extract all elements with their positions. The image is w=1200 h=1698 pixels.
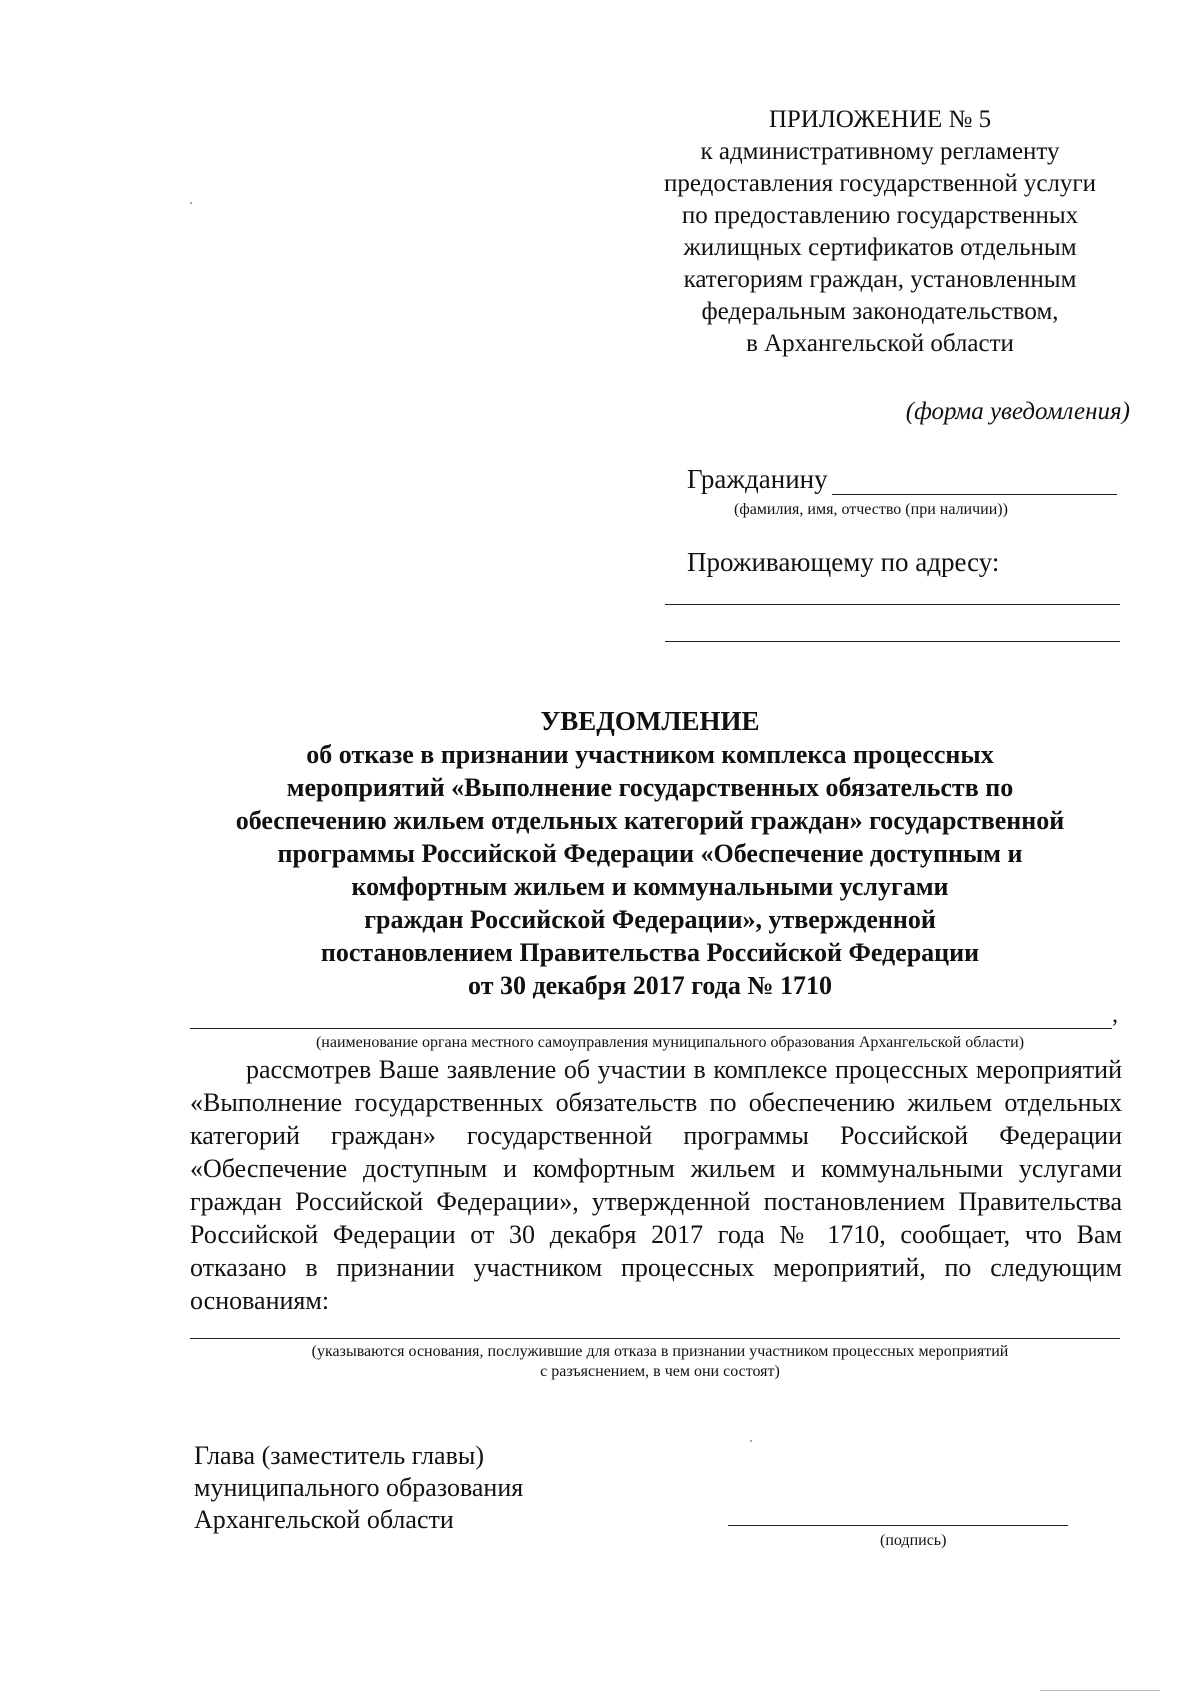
notice-line: программы Российской Федерации «Обеспечение доступным и	[277, 839, 1023, 868]
reasons-caption	[200, 1342, 1120, 1382]
citizen-name-line[interactable]	[832, 494, 1117, 495]
appendix-line: к административному регламенту	[700, 138, 1060, 165]
org-caption: (наименование органа местного самоуправления муниципального образования Архангельской области)	[315, 1034, 1025, 1051]
signatory-line: муниципального образования	[194, 1473, 524, 1502]
notice-line: об отказе в признании участником комплекса процессных	[306, 740, 994, 769]
signature-caption: (подпись)	[880, 1532, 947, 1549]
citizen-caption: (фамилия, имя, отчество (при наличии))	[734, 501, 1008, 518]
citizen-label: Гражданину	[687, 464, 828, 494]
form-note: (форма уведомления)	[905, 398, 1130, 425]
appendix-line: предоставления государственной услуги	[663, 170, 1097, 197]
signature-line[interactable]	[728, 1525, 1068, 1526]
body-paragraph: рассмотрев Ваше заявление об участии в комплексе процессных мероприятий «Выполнение государственных обязательств по обеспечению жильем отдельных категорий граждан» государственной программы Российской Федерации «Обеспечение доступным и комфортным жильем и коммунальными услугами граждан Российской Федерации», утвержденной постановлением Правительства Российской Федерации от 30 декабря 2017 года № 1710, сообщает, что Вам отказано в признании участником процессных мероприятий, по следующим основаниям:	[190, 1055, 1122, 1315]
appendix-line: категориям граждан, установленным	[683, 266, 1077, 293]
reasons-caption-line: с разъяснением, в чем они состоят)	[540, 1363, 780, 1380]
appendix-title: ПРИЛОЖЕНИЕ № 5	[768, 106, 992, 133]
org-line-comma: ,	[1112, 1002, 1118, 1028]
signatory-line: Архангельской области	[194, 1505, 454, 1534]
reasons-caption-line: (указываются основания, послужившие для отказа в признании участником процессных мероприятий	[311, 1343, 1009, 1360]
address-line-2[interactable]	[665, 641, 1120, 642]
org-name-line[interactable]	[190, 1028, 1112, 1029]
scan-edge-mark	[1040, 1690, 1160, 1691]
notice-line: постановлением Правительства Российской Федерации	[320, 938, 980, 967]
scan-speck	[750, 1440, 752, 1442]
appendix-line: федеральным законодательством,	[701, 298, 1059, 325]
notice-heading: УВЕДОМЛЕНИЕ	[540, 706, 760, 736]
appendix-line: по предоставлению государственных	[681, 202, 1079, 229]
address-label: Проживающему по адресу:	[687, 547, 1000, 577]
reasons-line[interactable]	[190, 1338, 1120, 1339]
scan-speck	[190, 202, 192, 204]
signatory-line: Глава (заместитель главы)	[194, 1441, 484, 1470]
appendix-line: в Архангельской области	[746, 330, 1014, 357]
notice-line: обеспечению жильем отдельных категорий граждан» государственной	[235, 806, 1065, 835]
notice-line: от 30 декабря 2017 года № 1710	[468, 971, 832, 1000]
notice-line: граждан Российской Федерации», утвержденной	[364, 905, 936, 934]
appendix-line: жилищных сертификатов отдельным	[683, 234, 1077, 261]
notice-title	[160, 705, 1140, 1002]
address-line-1[interactable]	[665, 604, 1120, 605]
signatory-block	[194, 1440, 523, 1536]
notice-line: мероприятий «Выполнение государственных обязательств по	[286, 773, 1014, 802]
notice-line: комфортным жильем и коммунальными услугами	[351, 872, 949, 901]
appendix-header	[620, 104, 1140, 360]
